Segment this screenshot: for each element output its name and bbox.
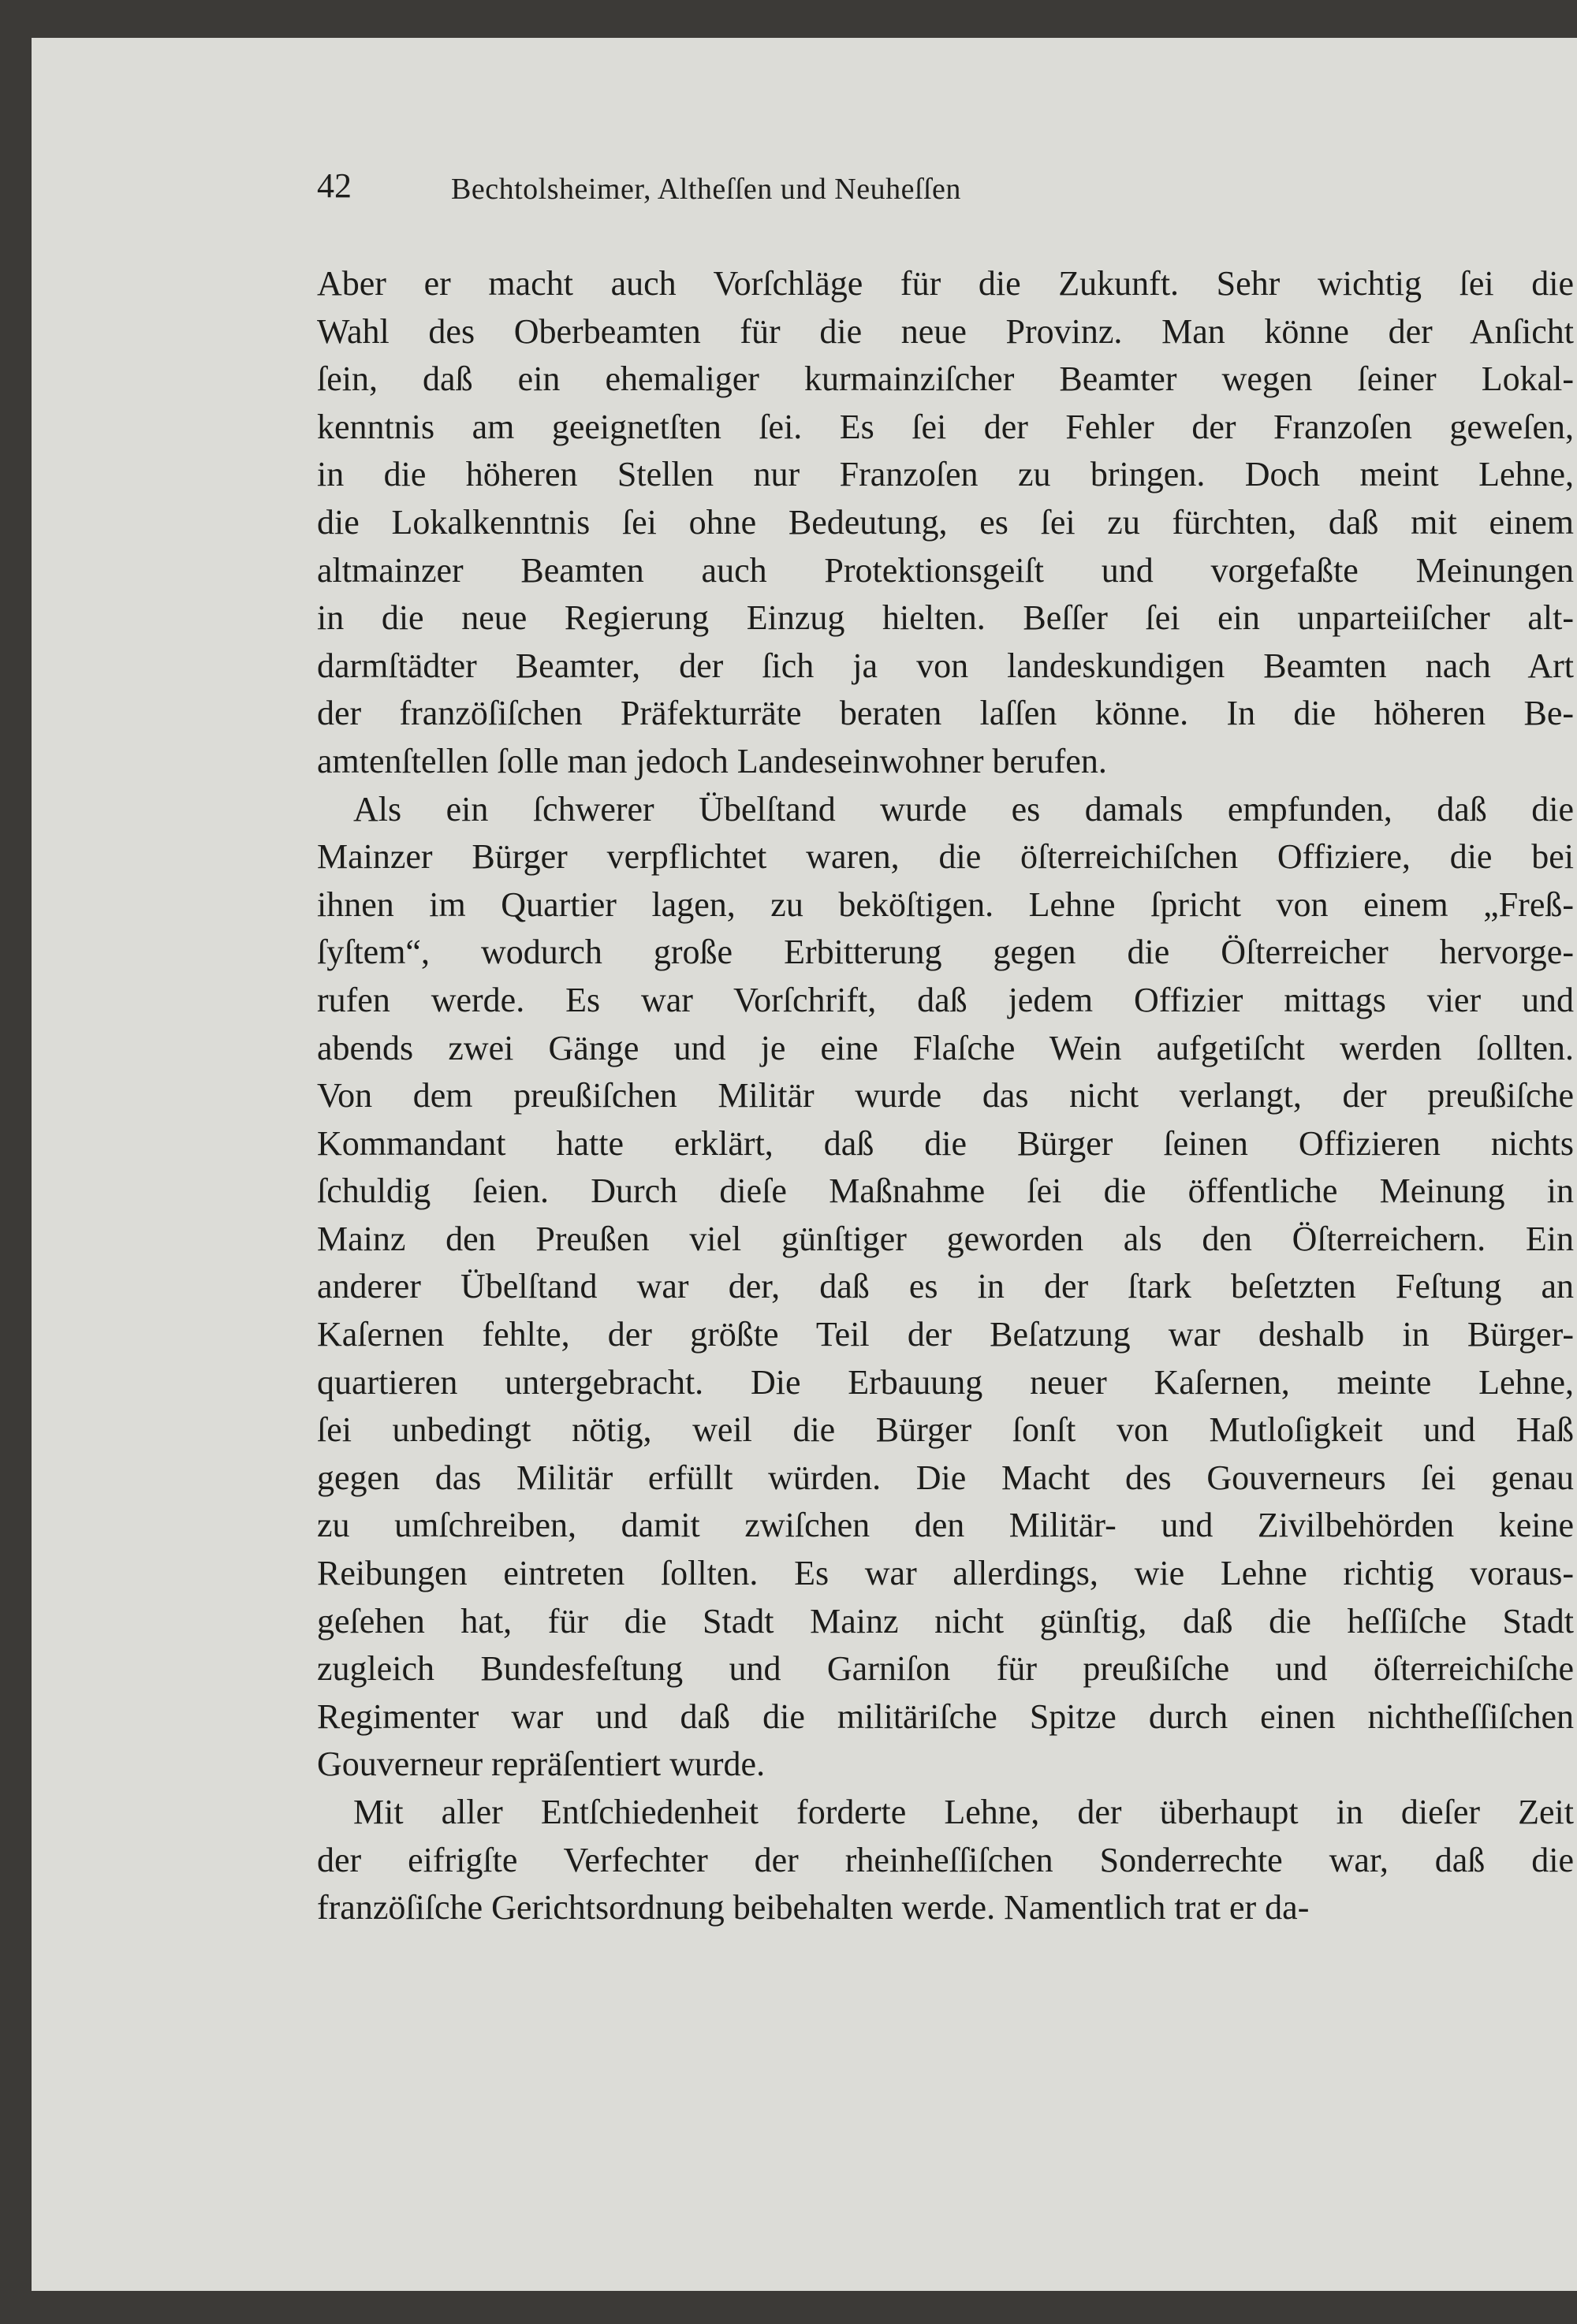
text-line: zugleich Bundesfeſtung und Garniſon für preußiſche und öſterreichiſche [317, 1649, 1574, 1689]
text-line: Kommandant hatte erklärt, daß die Bürger ſeinen Offizieren nichts [317, 1123, 1574, 1163]
text-line: Von dem preußiſchen Militär wurde das nicht verlangt, der preußiſche [317, 1076, 1574, 1115]
text-line: in die höheren Stellen nur Franzoſen zu bringen. Doch meint Lehne, [317, 455, 1574, 494]
paragraph [317, 260, 1574, 786]
text-line: Als ein ſchwerer Übelſtand wurde es damals empfunden, daß die [353, 789, 1574, 829]
text-line: der franzöſiſchen Präfekturräte beraten laſſen könne. In die höheren Be- [317, 694, 1574, 733]
paragraph [317, 1789, 1574, 1932]
text-line: in die neue Regierung Einzug hielten. Beſſer ſei ein unparteiiſcher alt- [317, 598, 1574, 638]
text-line: Regimenter war und daß die militäriſche Spitze durch einen nichtheſſiſchen [317, 1696, 1574, 1736]
text-line: ſei unbedingt nötig, weil die Bürger ſonſt von Mutloſigkeit und Haß [317, 1410, 1574, 1450]
text-line: gegen das Militär erfüllt würden. Die Macht des Gouverneurs ſei genau [317, 1458, 1574, 1497]
text-line: rufen werde. Es war Vorſchrift, daß jedem Offizier mittags vier und [317, 980, 1574, 1019]
running-title: Bechtolsheimer, Altheſſen und Neuheſſen [451, 173, 961, 206]
text-line: zu umſchreiben, damit zwiſchen den Militär- und Zivilbehörden keine [317, 1506, 1574, 1545]
paragraph [317, 786, 1574, 1789]
text-line: darmſtädter Beamter, der ſich ja von landeskundigen Beamten nach Art [317, 646, 1574, 685]
text-line: abends zwei Gänge und je eine Flaſche Wein aufgetiſcht werden ſollten. [317, 1028, 1574, 1067]
text-line: Gouverneur repräſentiert wurde. [317, 1745, 766, 1784]
text-line: Mainz den Preußen viel günſtiger geworden als den Öſterreichern. Ein [317, 1219, 1574, 1258]
page-header [317, 155, 1547, 218]
book-page [32, 38, 1577, 2291]
text-line: altmainzer Beamten auch Protektionsgeiſt und vorgefaßte Meinungen [317, 550, 1574, 590]
text-line: anderer Übelſtand war der, daß es in der ſtark beſetzten Feſtung an [317, 1267, 1574, 1306]
text-line: Reibungen eintreten ſollten. Es war allerdings, wie Lehne richtig voraus- [317, 1554, 1574, 1593]
text-line: Aber er macht auch Vorſchläge für die Zukunft. Sehr wichtig ſei die [317, 264, 1574, 303]
text-line: Mainzer Bürger verpflichtet waren, die öſterreichiſchen Offiziere, die bei [317, 837, 1574, 877]
text-line: Wahl des Oberbeamten für die neue Provinz. Man könne der Anſicht [317, 311, 1574, 351]
text-line: Kaſernen fehlte, der größte Teil der Beſatzung war deshalb in Bürger- [317, 1315, 1574, 1354]
page-number: 42 [317, 166, 352, 205]
text-line: ſyſtem“, wodurch große Erbitterung gegen die Öſterreicher hervorge- [317, 933, 1574, 972]
body-text [317, 260, 1574, 1932]
text-line: Mit aller Entſchiedenheit forderte Lehne, der überhaupt in dieſer Zeit [353, 1793, 1574, 1831]
text-line: ihnen im Quartier lagen, zu beköſtigen. Lehne ſpricht von einem „Freß- [317, 885, 1574, 924]
text-line: ſchuldig ſeien. Durch dieſe Maßnahme ſei die öffentliche Meinung in [317, 1171, 1574, 1211]
text-line: amtenſtellen ſolle man jedoch Landeseinwohner berufen. [317, 741, 1107, 780]
text-line: der eifrigſte Verfechter der rheinheſſiſchen Sonderrechte war, daß die [317, 1840, 1574, 1879]
text-line: die Lokalkenntnis ſei ohne Bedeutung, es ſei zu fürchten, daß mit einem [317, 502, 1574, 542]
text-line: kenntnis am geeignetſten ſei. Es ſei der Fehler der Franzoſen geweſen, [317, 407, 1574, 446]
text-line: franzöſiſche Gerichtsordnung beibehalten werde. Namentlich trat er da- [317, 1888, 1310, 1927]
text-line: geſehen hat, für die Stadt Mainz nicht günſtig, daß die heſſiſche Stadt [317, 1601, 1574, 1641]
text-line: ſein, daß ein ehemaliger kurmainziſcher Beamter wegen ſeiner Lokal- [317, 359, 1574, 399]
text-line: quartieren untergebracht. Die Erbauung neuer Kaſernen, meinte Lehne, [317, 1362, 1574, 1402]
